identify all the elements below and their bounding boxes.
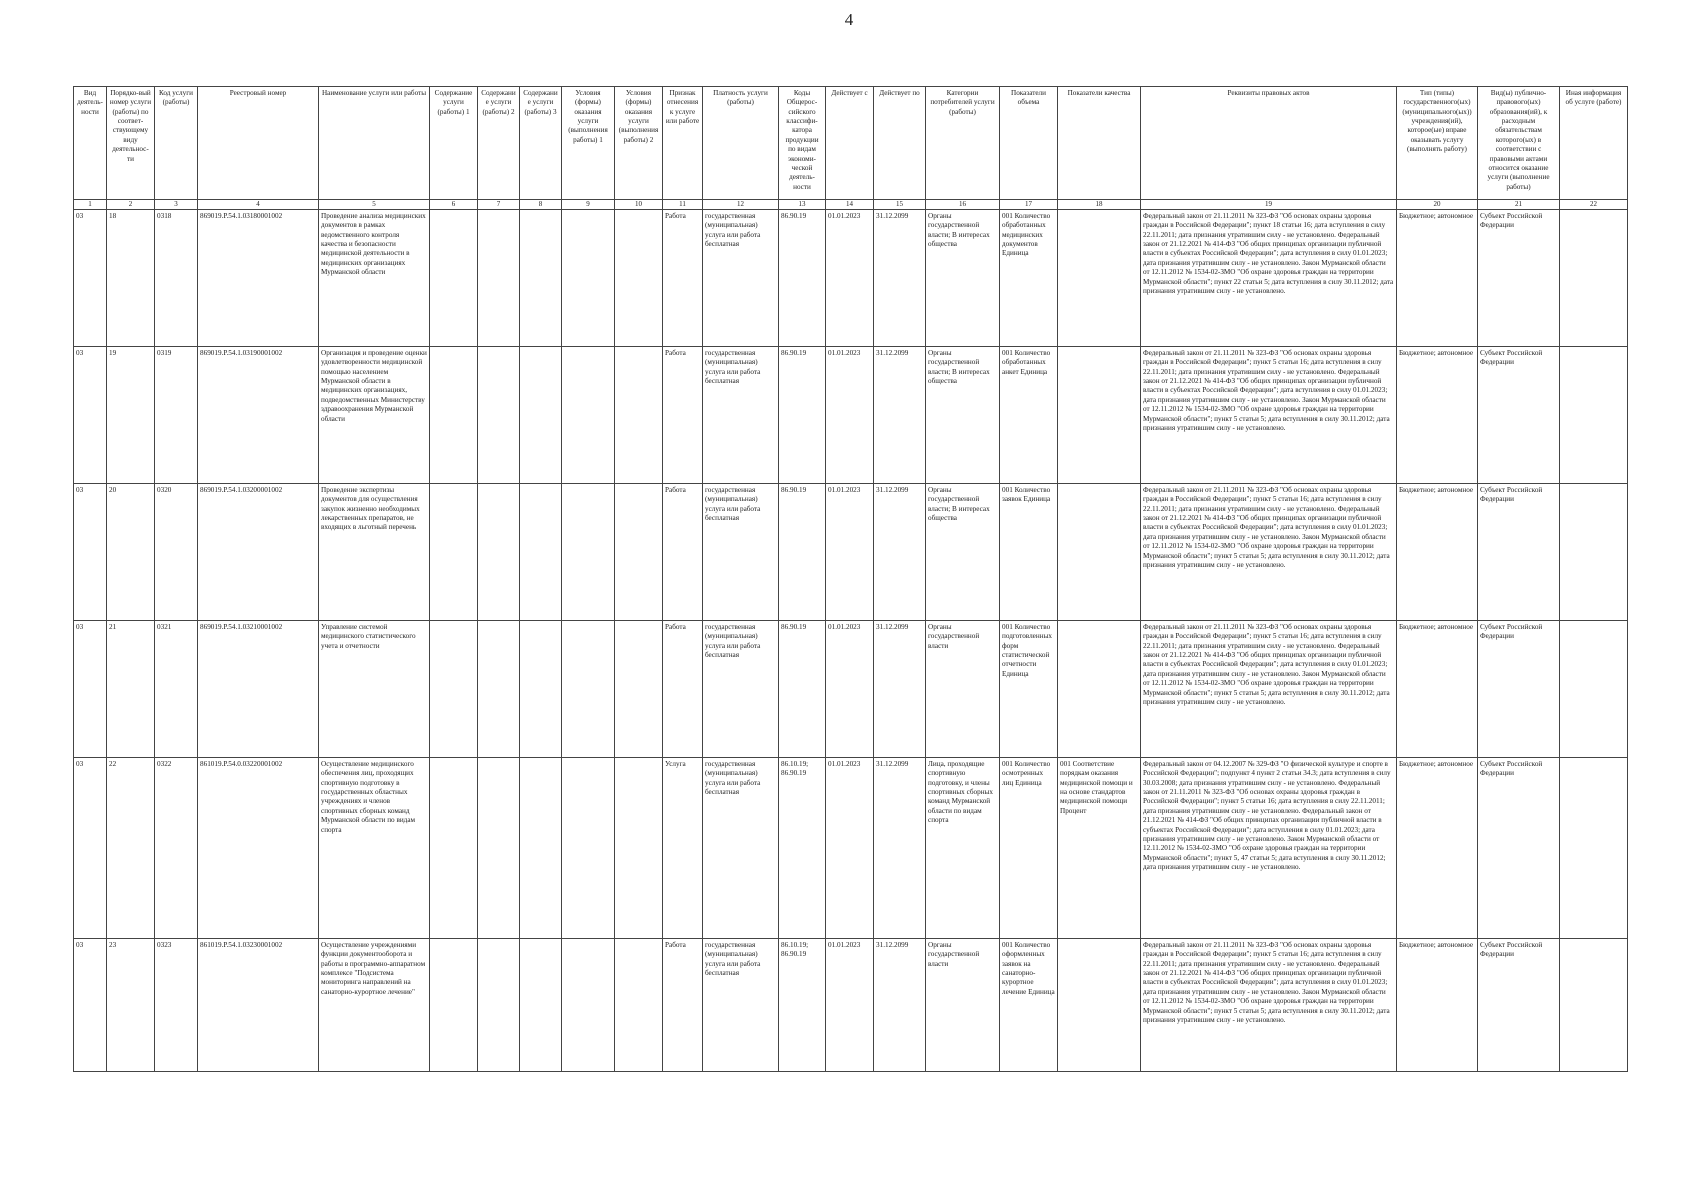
cell-condition-1: [562, 347, 615, 484]
cell-registry-number: 861019.Р.54.0.03220001002: [198, 758, 319, 939]
cell-valid-to: 31.12.2099: [874, 347, 926, 484]
column-number: 22: [1560, 200, 1628, 210]
cell-service-or-work: Работа: [663, 210, 703, 347]
cell-quality-indicators: [1058, 484, 1141, 621]
cell-valid-from: 01.01.2023: [826, 621, 874, 758]
header-cell: Реквизиты правовых актов: [1141, 87, 1397, 200]
cell-valid-to: 31.12.2099: [874, 621, 926, 758]
cell-valid-to: 31.12.2099: [874, 758, 926, 939]
cell-content-3: [520, 939, 562, 1072]
cell-content-1: [430, 939, 478, 1072]
cell-consumers: Лица, проходящие спортивную подготовку, и члены спортивных сборных команд Мурманской области по видам спорта: [926, 758, 1000, 939]
cell-service-or-work: Работа: [663, 347, 703, 484]
header-cell: Наименование услуги или работы: [319, 87, 430, 200]
cell-condition-2: [615, 939, 663, 1072]
cell-legal-acts: Федеральный закон от 21.11.2011 № 323-ФЗ "Об основах охраны здоровья граждан в Российской Федерации"; пункт 5 статьи 16; дата вступления в силу 22.11.2011; дата признания утратившим силу - не установлено. Федеральный закон от 21.12.2021 № 414-ФЗ "Об общих принципах организации публичной власти в субъектах Российской Федерации"; дата вступления в силу 01.01.2023; дата признания утратившим силу - не установлено. Закон Мурманской области от 12.11.2012 № 1534-02-ЗМО "Об охране здоровья граждан на территории Мурманской области"; пункт 5 статьи 5; дата вступления в силу 30.11.2012; дата признания утратившим силу - не установлено.: [1141, 621, 1397, 758]
cell-valid-from: 01.01.2023: [826, 210, 874, 347]
cell-other-info: [1560, 347, 1628, 484]
header-cell: Код услуги (работы): [155, 87, 198, 200]
cell-condition-1: [562, 939, 615, 1072]
cell-quality-indicators: [1058, 347, 1141, 484]
cell-condition-2: [615, 758, 663, 939]
column-number: 6: [430, 200, 478, 210]
cell-content-2: [478, 939, 520, 1072]
column-number: 2: [107, 200, 155, 210]
cell-ordinal: 21: [107, 621, 155, 758]
header-cell: Содержание услуги (работы) 1: [430, 87, 478, 200]
column-number: 12: [703, 200, 779, 210]
cell-valid-from: 01.01.2023: [826, 347, 874, 484]
cell-consumers: Органы государственной власти: [926, 621, 1000, 758]
cell-institution-types: Бюджетное; автономное: [1397, 347, 1478, 484]
cell-volume-indicators: 001 Количество обработанных анкет Единица: [1000, 347, 1058, 484]
cell-service-name: Проведение экспертизы документов для осуществления закупок жизненно необходимых лекарственных препаратов, не входящих в льготный перечень: [319, 484, 430, 621]
column-number: 13: [779, 200, 826, 210]
cell-legal-acts: Федеральный закон от 21.11.2011 № 323-ФЗ "Об основах охраны здоровья граждан в Российской Федерации"; пункт 18 статьи 16; дата вступления в силу 22.11.2011; дата признания утратившим силу - не установлено. Федеральный закон от 21.12.2021 № 414-ФЗ "Об общих принципах организации публичной власти в субъектах Российской Федерации"; дата вступления в силу 01.01.2023; дата признания утратившим силу - не установлено. Закон Мурманской области от 12.11.2012 № 1534-02-ЗМО "Об охране здоровья граждан на территории Мурманской области"; пункт 22 статьи 5; дата вступления в силу 30.11.2012; дата признания утратившим силу - не установлено.: [1141, 210, 1397, 347]
cell-content-1: [430, 484, 478, 621]
cell-volume-indicators: 001 Количество заявок Единица: [1000, 484, 1058, 621]
cell-content-3: [520, 484, 562, 621]
cell-institution-types: Бюджетное; автономное: [1397, 621, 1478, 758]
cell-quality-indicators: 001 Соответствие порядкам оказания медицинской помощи и на основе стандартов медицинской помощи Процент: [1058, 758, 1141, 939]
cell-registry-number: 869019.Р.54.1.03200001002: [198, 484, 319, 621]
cell-content-1: [430, 758, 478, 939]
cell-condition-1: [562, 484, 615, 621]
header-cell: Показатели объема: [1000, 87, 1058, 200]
services-registry-table: [73, 86, 1628, 1072]
cell-valid-to: 31.12.2099: [874, 210, 926, 347]
cell-quality-indicators: [1058, 621, 1141, 758]
column-number: 1: [74, 200, 107, 210]
cell-paid-status: государственная (муниципальная) услуга или работа бесплатная: [703, 484, 779, 621]
cell-activity-type: 03: [74, 621, 107, 758]
header-cell: Платность услуги (работы): [703, 87, 779, 200]
cell-okved-codes: 86.90.19: [779, 484, 826, 621]
cell-institution-types: Бюджетное; автономное: [1397, 939, 1478, 1072]
column-number: 15: [874, 200, 926, 210]
header-cell: Условия (формы) оказания услуги (выполнения работы) 1: [562, 87, 615, 200]
cell-activity-type: 03: [74, 939, 107, 1072]
cell-institution-types: Бюджетное; автономное: [1397, 210, 1478, 347]
cell-content-1: [430, 347, 478, 484]
cell-service-or-work: Услуга: [663, 758, 703, 939]
cell-valid-from: 01.01.2023: [826, 758, 874, 939]
cell-public-entity: Субъект Российской Федерации: [1478, 347, 1560, 484]
header-cell: Вид деятель-ности: [74, 87, 107, 200]
column-number: 17: [1000, 200, 1058, 210]
table-row: [74, 210, 1628, 347]
cell-service-name: Организация и проведение оценки удовлетворенности медицинской помощью населением Мурманской области в медицинских организациях, подведомственных Министерству здравоохранения Мурманской области: [319, 347, 430, 484]
page-number: 4: [844, 10, 854, 29]
cell-paid-status: государственная (муниципальная) услуга или работа бесплатная: [703, 939, 779, 1072]
cell-service-code: 0319: [155, 347, 198, 484]
cell-valid-from: 01.01.2023: [826, 484, 874, 621]
cell-ordinal: 18: [107, 210, 155, 347]
cell-consumers: Органы государственной власти: [926, 939, 1000, 1072]
cell-legal-acts: Федеральный закон от 21.11.2011 № 323-ФЗ "Об основах охраны здоровья граждан в Российской Федерации"; пункт 5 статьи 16; дата вступления в силу 22.11.2011; дата признания утратившим силу - не установлено. Федеральный закон от 21.12.2021 № 414-ФЗ "Об общих принципах организации публичной власти в субъектах Российской Федерации"; дата вступления в силу 01.01.2023; дата признания утратившим силу - не установлено. Закон Мурманской области от 12.11.2012 № 1534-02-ЗМО "Об охране здоровья граждан на территории Мурманской области"; пункт 5 статьи 5; дата вступления в силу 30.11.2012; дата признания утратившим силу - не установлено.: [1141, 484, 1397, 621]
cell-other-info: [1560, 758, 1628, 939]
header-cell: Тип (типы) государственного(ых) (муниципального(ых)) учреждения(ий), которое(ые) вправе оказывать услугу (выполнять работу): [1397, 87, 1478, 200]
cell-okved-codes: 86.10.19; 86.90.19: [779, 939, 826, 1072]
cell-ordinal: 23: [107, 939, 155, 1072]
column-number: 18: [1058, 200, 1141, 210]
column-number: 10: [615, 200, 663, 210]
cell-valid-to: 31.12.2099: [874, 939, 926, 1072]
cell-content-3: [520, 758, 562, 939]
cell-content-3: [520, 347, 562, 484]
cell-okved-codes: 86.10.19; 86.90.19: [779, 758, 826, 939]
cell-other-info: [1560, 484, 1628, 621]
cell-condition-1: [562, 758, 615, 939]
cell-registry-number: 869019.Р.54.1.03180001002: [198, 210, 319, 347]
header-cell: Реестровый номер: [198, 87, 319, 200]
cell-service-name: Управление системой медицинского статистического учета и отчетности: [319, 621, 430, 758]
cell-content-2: [478, 758, 520, 939]
cell-condition-2: [615, 621, 663, 758]
column-number: 11: [663, 200, 703, 210]
cell-legal-acts: Федеральный закон от 21.11.2011 № 323-ФЗ "Об основах охраны здоровья граждан в Российской Федерации"; пункт 5 статьи 16; дата вступления в силу 22.11.2011; дата признания утратившим силу - не установлено. Федеральный закон от 21.12.2021 № 414-ФЗ "Об общих принципах организации публичной власти в субъектах Российской Федерации"; дата вступления в силу 01.01.2023; дата признания утратившим силу - не установлено. Закон Мурманской области от 12.11.2012 № 1534-02-ЗМО "Об охране здоровья граждан на территории Мурманской области"; пункт 5 статьи 5; дата вступления в силу 30.11.2012; дата признания утратившим силу - не установлено.: [1141, 347, 1397, 484]
cell-activity-type: 03: [74, 210, 107, 347]
cell-okved-codes: 86.90.19: [779, 621, 826, 758]
cell-registry-number: 869019.Р.54.1.03210001002: [198, 621, 319, 758]
cell-condition-1: [562, 621, 615, 758]
cell-service-code: 0318: [155, 210, 198, 347]
cell-volume-indicators: 001 Количество оформленных заявок на санаторно-курортное лечение Единица: [1000, 939, 1058, 1072]
cell-registry-number: 861019.Р.54.1.03230001002: [198, 939, 319, 1072]
cell-content-2: [478, 484, 520, 621]
header-cell: Содержание услуги (работы) 2: [478, 87, 520, 200]
cell-institution-types: Бюджетное; автономное: [1397, 758, 1478, 939]
column-number: 21: [1478, 200, 1560, 210]
cell-condition-2: [615, 347, 663, 484]
cell-service-code: 0320: [155, 484, 198, 621]
header-cell: Действует с: [826, 87, 874, 200]
cell-valid-to: 31.12.2099: [874, 484, 926, 621]
column-number: 16: [926, 200, 1000, 210]
cell-quality-indicators: [1058, 939, 1141, 1072]
cell-service-name: Осуществление учреждениями функции документооборота и работы в программно-аппаратном комплексе "Подсистема мониторинга направлений на санаторно-курортное лечение": [319, 939, 430, 1072]
cell-activity-type: 03: [74, 347, 107, 484]
cell-service-code: 0322: [155, 758, 198, 939]
cell-public-entity: Субъект Российской Федерации: [1478, 484, 1560, 621]
cell-volume-indicators: 001 Количество обработанных медицинских документов Единица: [1000, 210, 1058, 347]
table-row: [74, 621, 1628, 758]
cell-legal-acts: Федеральный закон от 04.12.2007 № 329-ФЗ "О физической культуре и спорте в Российской Федерации"; подпункт 4 пункт 2 статьи 34.3; дата вступления в силу 30.03.2008; дата признания утратившим силу - не установлено. Федеральный закон от 21.11.2011 № 323-ФЗ "Об основах охраны здоровья граждан в Российской Федерации"; пункт 5 статьи 16; дата вступления в силу 22.11.2011; дата признания утратившим силу - не установлено. Федеральный закон от 21.12.2021 № 414-ФЗ "Об общих принципах организации публичной власти в субъектах Российской Федерации"; дата вступления в силу 01.01.2023; дата признания утратившим силу - не установлено. Закон Мурманской области от 12.11.2012 № 1534-02-ЗМО "Об охране здоровья граждан на территории Мурманской области"; пункт 5, 47 статьи 5; дата вступления в силу 30.11.2012; дата признания утратившим силу - не установлено.: [1141, 758, 1397, 939]
column-number-row: [74, 200, 1628, 210]
table-header-row: [74, 87, 1628, 200]
cell-institution-types: Бюджетное; автономное: [1397, 484, 1478, 621]
cell-other-info: [1560, 621, 1628, 758]
cell-paid-status: государственная (муниципальная) услуга или работа бесплатная: [703, 210, 779, 347]
column-number: 14: [826, 200, 874, 210]
cell-service-code: 0321: [155, 621, 198, 758]
column-number: 7: [478, 200, 520, 210]
header-cell: Вид(ы) публично-правового(ых) образования(ий), к расходным обязательствам которого(ых) в соответствии с правовыми актами относится оказание услуги (выполнение работы): [1478, 87, 1560, 200]
cell-legal-acts: Федеральный закон от 21.11.2011 № 323-ФЗ "Об основах охраны здоровья граждан в Российской Федерации"; пункт 5 статьи 16; дата вступления в силу 22.11.2011; дата признания утратившим силу - не установлено. Федеральный закон от 21.12.2021 № 414-ФЗ "Об общих принципах организации публичной власти в субъектах Российской Федерации"; дата вступления в силу 01.01.2023; дата признания утратившим силу - не установлено. Закон Мурманской области от 12.11.2012 № 1534-02-ЗМО "Об охране здоровья граждан на территории Мурманской области"; пункт 5 статьи 5; дата вступления в силу 30.11.2012; дата признания утратившим силу - не установлено.: [1141, 939, 1397, 1072]
header-cell: Признак отнесения к услуге или работе: [663, 87, 703, 200]
cell-content-1: [430, 621, 478, 758]
cell-activity-type: 03: [74, 484, 107, 621]
cell-service-code: 0323: [155, 939, 198, 1072]
header-cell: Иная информация об услуге (работе): [1560, 87, 1628, 200]
header-cell: Порядко-вый номер услуги (работы) по соответ-ствующему виду деятельнос-ти: [107, 87, 155, 200]
cell-service-name: Осуществление медицинского обеспечения лиц, проходящих спортивную подготовку в государственных областных учреждениях и членов спортивных сборных команд Мурманской области по видам спорта: [319, 758, 430, 939]
column-number: 5: [319, 200, 430, 210]
cell-service-name: Проведение анализа медицинских документов в рамках ведомственного контроля качества и безопасности медицинской деятельности в медицинских организациях Мурманской области: [319, 210, 430, 347]
header-cell: Действует по: [874, 87, 926, 200]
cell-okved-codes: 86.90.19: [779, 347, 826, 484]
cell-ordinal: 20: [107, 484, 155, 621]
cell-consumers: Органы государственной власти; В интересах общества: [926, 210, 1000, 347]
cell-service-or-work: Работа: [663, 621, 703, 758]
header-cell: Коды Общерос-сийского классифи-катора продукции по видам экономи-ческой деятель-ности: [779, 87, 826, 200]
column-number: 8: [520, 200, 562, 210]
cell-other-info: [1560, 939, 1628, 1072]
cell-ordinal: 22: [107, 758, 155, 939]
header-cell: Показатели качества: [1058, 87, 1141, 200]
cell-public-entity: Субъект Российской Федерации: [1478, 939, 1560, 1072]
cell-content-1: [430, 210, 478, 347]
column-number: 3: [155, 200, 198, 210]
cell-condition-2: [615, 484, 663, 621]
cell-content-2: [478, 621, 520, 758]
cell-content-3: [520, 210, 562, 347]
cell-volume-indicators: 001 Количество подготовленных форм статистической отчетности Единица: [1000, 621, 1058, 758]
cell-okved-codes: 86.90.19: [779, 210, 826, 347]
cell-public-entity: Субъект Российской Федерации: [1478, 758, 1560, 939]
cell-service-or-work: Работа: [663, 484, 703, 621]
column-number: 4: [198, 200, 319, 210]
header-cell: Категории потребителей услуги (работы): [926, 87, 1000, 200]
header-cell: Содержание услуги (работы) 3: [520, 87, 562, 200]
cell-paid-status: государственная (муниципальная) услуга или работа бесплатная: [703, 758, 779, 939]
cell-public-entity: Субъект Российской Федерации: [1478, 210, 1560, 347]
cell-public-entity: Субъект Российской Федерации: [1478, 621, 1560, 758]
cell-consumers: Органы государственной власти; В интересах общества: [926, 484, 1000, 621]
table-row: [74, 758, 1628, 939]
cell-condition-1: [562, 210, 615, 347]
column-number: 20: [1397, 200, 1478, 210]
cell-content-2: [478, 347, 520, 484]
cell-other-info: [1560, 210, 1628, 347]
cell-registry-number: 869019.Р.54.1.03190001002: [198, 347, 319, 484]
table-row: [74, 347, 1628, 484]
cell-volume-indicators: 001 Количество осмотренных лиц Единица: [1000, 758, 1058, 939]
cell-paid-status: государственная (муниципальная) услуга или работа бесплатная: [703, 621, 779, 758]
table-row: [74, 484, 1628, 621]
cell-quality-indicators: [1058, 210, 1141, 347]
column-number: 9: [562, 200, 615, 210]
table-row: [74, 939, 1628, 1072]
cell-content-3: [520, 621, 562, 758]
cell-content-2: [478, 210, 520, 347]
cell-valid-from: 01.01.2023: [826, 939, 874, 1072]
column-number: 19: [1141, 200, 1397, 210]
cell-activity-type: 03: [74, 758, 107, 939]
header-cell: Условия (формы) оказания услуги (выполнения работы) 2: [615, 87, 663, 200]
cell-service-or-work: Работа: [663, 939, 703, 1072]
cell-paid-status: государственная (муниципальная) услуга или работа бесплатная: [703, 347, 779, 484]
cell-ordinal: 19: [107, 347, 155, 484]
cell-consumers: Органы государственной власти; В интересах общества: [926, 347, 1000, 484]
cell-condition-2: [615, 210, 663, 347]
